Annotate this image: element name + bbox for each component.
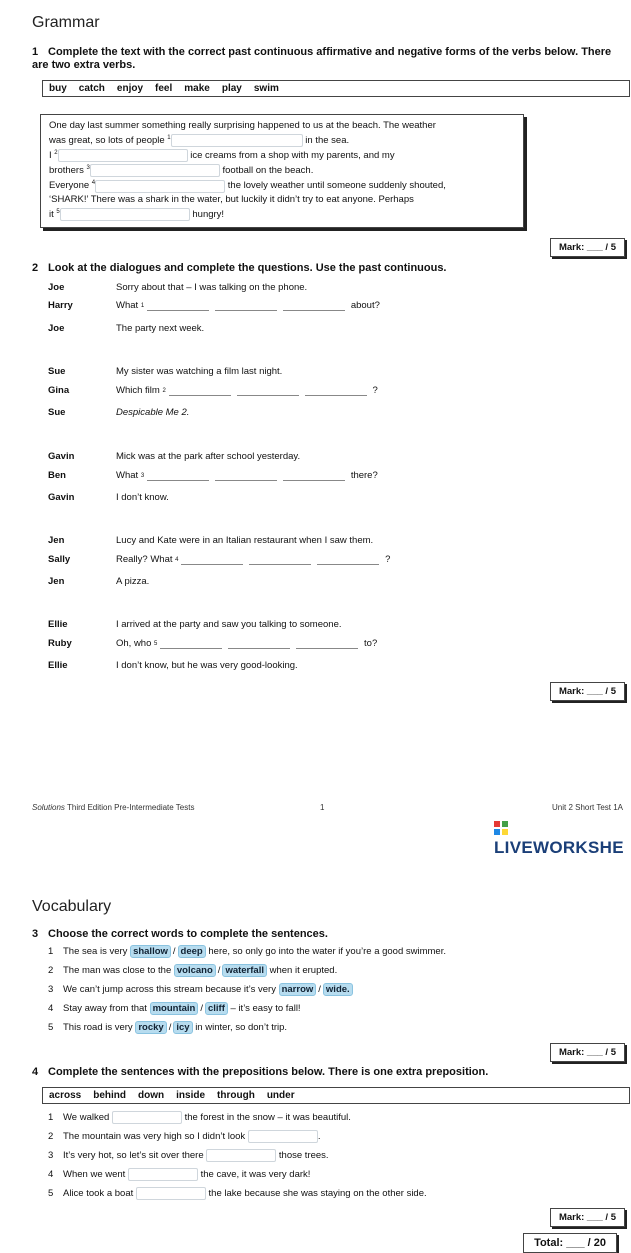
exercise-2-instruction: 2 Look at the dialogues and complete the questions. Use the past continuous. (32, 262, 447, 274)
dialogue-question: Sally Really? What 4 ? (48, 554, 391, 565)
word: inside (176, 1090, 206, 1101)
text-line: brothers $^3$ football on the beach. (49, 165, 314, 177)
preposition-item: 3 It’s very hot, so let’s sit over there those trees. (48, 1150, 329, 1161)
footer-book-title: Solutions Third Edition Pre-Intermediate Tests (32, 803, 195, 812)
dialogue-line: Joe The party next week. (48, 323, 205, 334)
dialogue-question: Ben What 3 there? (48, 470, 378, 481)
text-line: ‘SHARK!’ There was a shark in the water, but luckily it didn’t try to eat anyone. Perhaps (49, 193, 414, 205)
exercise-3-mark: Mark: ___ / 5 (550, 1043, 625, 1062)
dialogue-line: Ellie I don’t know, but he was very good-looking. (48, 660, 298, 671)
choice-option-a[interactable]: shallow (130, 945, 171, 958)
gap-input-3[interactable] (90, 164, 220, 177)
preposition-item: 1 We walked the forest in the snow – it was beautiful. (48, 1112, 351, 1123)
exercise-number: 1 (32, 46, 39, 58)
choice-option-a[interactable]: rocky (135, 1021, 166, 1034)
choice-option-b[interactable]: wide. (323, 983, 353, 996)
text-line: One day last summer something really surprising happened to us at the beach. The weather (49, 120, 436, 131)
word: behind (93, 1090, 127, 1101)
dialogue-line: Sue My sister was watching a film last night. (48, 366, 283, 377)
gap-input-1[interactable] (171, 134, 303, 147)
answer-input-3a[interactable] (147, 470, 209, 481)
vocabulary-heading: Vocabulary (32, 898, 112, 915)
preposition-input-2[interactable] (248, 1130, 318, 1143)
dialogue-question: Harry What 1 about? (48, 300, 380, 311)
vocab-item: 3 We can’t jump across this stream because it’s very narrow / wide. (48, 983, 355, 996)
preposition-input-1[interactable] (112, 1111, 182, 1124)
choice-option-b[interactable]: icy (173, 1021, 192, 1034)
vocab-item: 2 The man was close to the volcano / waterfall when it erupted. (48, 965, 338, 976)
gap-input-2[interactable] (58, 149, 188, 162)
dialogue-line: Sue Despicable Me 2. (48, 407, 190, 418)
word: play (221, 83, 242, 94)
grammar-heading: Grammar (32, 14, 100, 31)
answer-input-2b[interactable] (237, 385, 299, 396)
answer-input-4b[interactable] (249, 554, 311, 565)
exercise-1-text-box (40, 114, 524, 228)
footer-page-number: 1 (320, 803, 325, 812)
exercise-1-mark: Mark: ___ / 5 (550, 238, 625, 257)
gap-input-4[interactable] (95, 180, 225, 193)
answer-input-1b[interactable] (215, 300, 277, 311)
vocab-item: 5 This road is very rocky / icy in winter, so don’t trip. (48, 1022, 288, 1033)
preposition-item: 5 Alice took a boat the lake because she was staying on the other side. (48, 1188, 427, 1199)
liveworksheets-icon (494, 821, 508, 835)
answer-input-5b[interactable] (228, 638, 290, 649)
preposition-input-3[interactable] (206, 1149, 276, 1162)
preposition-input-5[interactable] (136, 1187, 206, 1200)
preposition-item: 2 The mountain was very high so I didn’t look . (48, 1131, 321, 1142)
vocab-item: 1 The sea is very shallow / deep here, so only go into the water if you’re a good swimmer. (48, 946, 446, 957)
answer-input-5c[interactable] (296, 638, 358, 649)
dialogue-line: Gavin I don’t know. (48, 492, 169, 503)
word: under (266, 1090, 295, 1101)
choice-option-b[interactable]: cliff (205, 1002, 228, 1015)
dialogue-line: Gavin Mick was at the park after school yesterday. (48, 451, 301, 462)
vocab-item: 4 Stay away from that mountain / cliff – it’s easy to fall! (48, 1003, 301, 1014)
dialogue-question: Ruby Oh, who 5 to? (48, 638, 378, 649)
text-line: I $^2$ ice creams from a shop with my parents, and my (49, 150, 395, 162)
word: across (49, 1090, 82, 1101)
dialogue-line: Jen A pizza. (48, 576, 150, 587)
choice-option-a[interactable]: volcano (174, 964, 216, 977)
word: down (138, 1090, 165, 1101)
answer-input-4c[interactable] (317, 554, 379, 565)
answer-input-2a[interactable] (169, 385, 231, 396)
dialogue-question: Gina Which film 2 ? (48, 385, 378, 396)
word: swim (253, 83, 279, 94)
answer-input-1a[interactable] (147, 300, 209, 311)
word: through (217, 1090, 255, 1101)
answer-input-3c[interactable] (283, 470, 345, 481)
word: make (184, 83, 210, 94)
text-line: Everyone $^4$ the lovely weather until someone suddenly shouted, (49, 180, 446, 192)
text-line: was great, so lots of people $^1$ in the sea. (49, 135, 350, 147)
preposition-item: 4 When we went the cave, it was very dark! (48, 1169, 311, 1180)
answer-input-4a[interactable] (181, 554, 243, 565)
gap-input-5[interactable] (60, 208, 190, 221)
exercise-3-instruction: 3 Choose the correct words to complete the sentences. (32, 928, 328, 940)
exercise-2-mark: Mark: ___ / 5 (550, 682, 625, 701)
word: catch (78, 83, 105, 94)
word: buy (49, 83, 67, 94)
exercise-4-mark: Mark: ___ / 5 (550, 1208, 625, 1227)
word: feel (155, 83, 173, 94)
text-line: it $^5$ hungry! (49, 208, 225, 220)
dialogue-line: Ellie I arrived at the party and saw you talking to someone. (48, 619, 342, 630)
answer-input-5a[interactable] (160, 638, 222, 649)
answer-input-3b[interactable] (215, 470, 277, 481)
exercise-4-instruction: 4 Complete the sentences with the prepositions below. There is one extra preposition. (32, 1066, 489, 1078)
footer-unit: Unit 2 Short Test 1A (552, 803, 623, 812)
liveworksheets-logo: LIVEWORKSHE (494, 818, 631, 858)
exercise-1-word-box (42, 80, 630, 97)
choice-option-b[interactable]: deep (178, 945, 206, 958)
answer-input-1c[interactable] (283, 300, 345, 311)
choice-option-a[interactable]: mountain (150, 1002, 199, 1015)
dialogue-line: Jen Lucy and Kate were in an Italian restaurant when I saw them. (48, 535, 374, 546)
choice-option-a[interactable]: narrow (279, 983, 317, 996)
preposition-input-4[interactable] (128, 1168, 198, 1181)
exercise-1-instruction: 1 Complete the text with the correct past continuous affirmative and negative forms of the verbs below. There are two extra verbs. (32, 46, 612, 71)
exercise-4-word-box (42, 1087, 630, 1104)
choice-option-b[interactable]: waterfall (222, 964, 267, 977)
total-score: Total: ___ / 20 (523, 1233, 617, 1253)
dialogue-line: Joe Sorry about that – I was talking on the phone. (48, 282, 308, 293)
answer-input-2c[interactable] (305, 385, 367, 396)
word: enjoy (116, 83, 144, 94)
